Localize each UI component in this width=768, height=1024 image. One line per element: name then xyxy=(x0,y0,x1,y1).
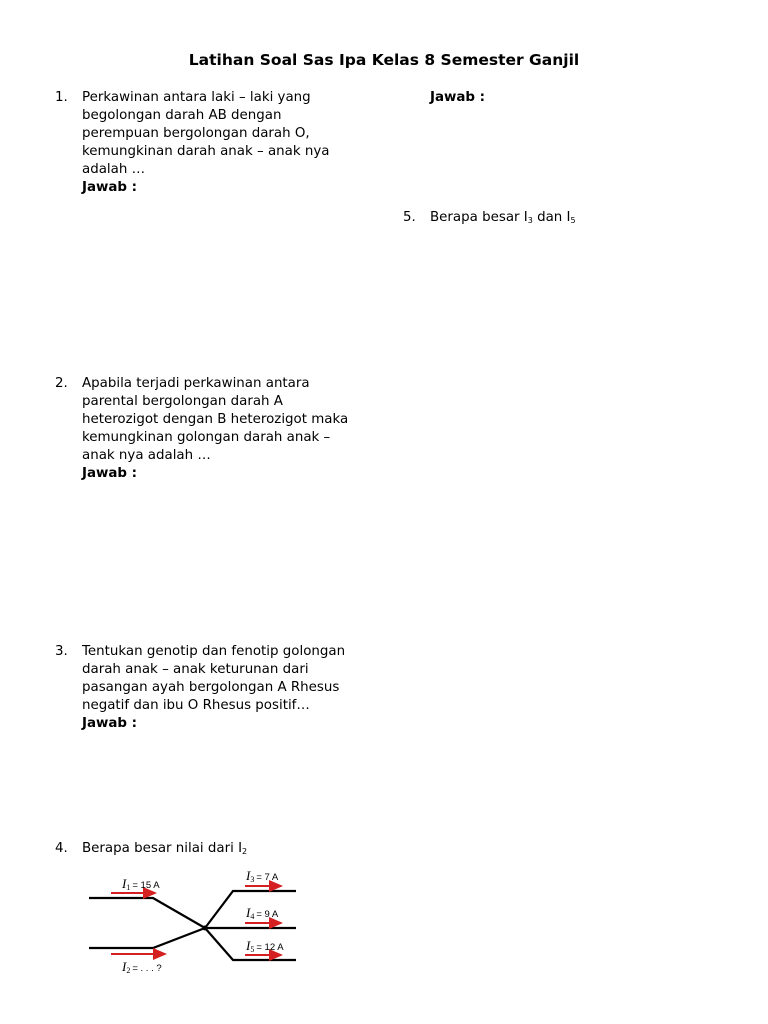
symbol: I xyxy=(246,868,251,883)
value: = 9 A xyxy=(256,909,279,920)
label-i3 xyxy=(245,868,279,884)
subscript: 5 xyxy=(570,216,576,225)
symbol: I xyxy=(246,905,251,920)
question-number: 3. xyxy=(55,644,68,659)
question-number: 2. xyxy=(55,376,68,391)
question-text: Berapa besar I xyxy=(430,210,528,225)
subscript: 3 xyxy=(527,216,533,225)
answer-label: Jawab : xyxy=(430,90,486,105)
question-number: 4. xyxy=(55,841,68,856)
question-text: dan I xyxy=(532,210,571,225)
wire-i1 xyxy=(89,898,205,928)
symbol: I xyxy=(122,876,127,891)
value: = . . . ? xyxy=(132,963,162,974)
question-text: Perkawinan antara laki – laki yang begolongan darah AB dengan perempuan bergolongan darah O, kemungkinan darah anak – anak nya adalah … xyxy=(82,90,330,177)
value: = 7 A xyxy=(256,872,279,883)
subscript: 1 xyxy=(126,883,131,892)
subscript: 3 xyxy=(250,875,255,884)
wire-i2 xyxy=(89,928,205,948)
value: = 12 A xyxy=(256,942,284,953)
question-text: Apabila terjadi perkawinan antara parental bergolongan darah A heterozigot dengan B heterozigot maka kemungkinan golongan darah anak – anak nya adalah … xyxy=(82,376,349,463)
subscript: 5 xyxy=(250,945,255,954)
question-text: Tentukan genotip dan fenotip golongan darah anak – anak keturunan dari pasangan ayah bergolongan A Rhesus negatif dan ibu O Rhesus positif… xyxy=(82,644,346,713)
label-i4 xyxy=(245,905,279,921)
symbol: I xyxy=(246,938,251,953)
question-number: 1. xyxy=(55,90,68,105)
symbol: I xyxy=(122,959,127,974)
subscript: 2 xyxy=(242,847,248,856)
answer-label: Jawab : xyxy=(82,716,138,731)
answer-label: Jawab : xyxy=(82,466,138,481)
page-title: Latihan Soal Sas Ipa Kelas 8 Semester Ganjil xyxy=(188,51,580,69)
label-i1 xyxy=(121,876,160,892)
question-number: 5. xyxy=(403,210,416,225)
subscript: 4 xyxy=(250,912,255,921)
question-text: Berapa besar nilai dari I xyxy=(82,841,243,856)
junction-node xyxy=(203,926,208,931)
current-junction-diagram xyxy=(85,866,300,978)
value: = 15 A xyxy=(132,880,160,891)
answer-label: Jawab : xyxy=(82,180,138,195)
label-i5 xyxy=(245,938,284,954)
label-i2 xyxy=(121,959,162,975)
subscript: 2 xyxy=(126,966,131,975)
